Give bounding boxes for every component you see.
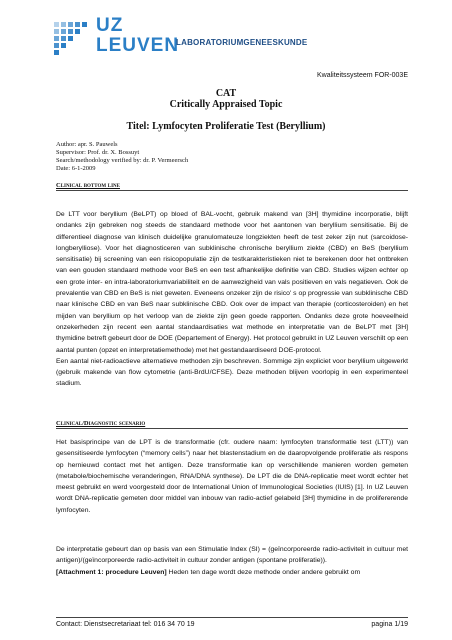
title-block xyxy=(0,88,452,132)
cat-subtitle: Critically Appraised Topic xyxy=(169,99,283,110)
document-title: Titel: Lymfocyten Proliferatie Test (Beryllium) xyxy=(126,121,326,132)
paragraph: De interpretatie gebeurt dan op basis van een Stimulatie Index (SI) = (geïncorporeerde radio-activiteit in cultuur met antigen)/(geïncorporeerde radio-activiteit in cultuur zonder antigen (spontane proliferatie)). xyxy=(56,546,408,565)
interpretation-text xyxy=(56,544,408,578)
scenario-text xyxy=(56,437,408,516)
footer-contact: Contact: Dienstsecretariaat tel: 016 34 70 19 xyxy=(56,621,195,628)
section-heading-bottom-line: Clinical bottom line xyxy=(56,182,408,191)
meta-author: Author: apr. S. Pauwels xyxy=(56,141,118,148)
logo-leuven-text: LEUVEN xyxy=(96,35,180,56)
paragraph xyxy=(56,567,408,578)
paragraph: Het basisprincipe van de LPT is de transformatie (cfr. oudere naam: lymfocyten transformatie test (LTT)) van gesensitiseerde lymfocyten (“memory cells”) naar het blastenstadium en de daaropvolgende proliferatie als respons op hernieuwd contact met het antigen. Deze transformatie kan op verschillende manieren worden gemeten (metabole/biochemische veranderingen, RNA/DNA synthese). De LPT die de DNA-replicatie meet wordt echter het meest gebruikt en werd voorgesteld door de International Union of Immunological Societies (IUIS) [1]. In UZ Leuven wordt DNA-replicatie gemeten door middel van inbouw van radio-actief gelabeld [3H] thymidine in de prolifererende lymfocyten. xyxy=(56,439,408,514)
attachment-link[interactable]: [Attachment 1: procedure Leuven] xyxy=(56,568,167,576)
bottom-line-text xyxy=(56,209,408,390)
meta-search: Search/methodology verified by: dr. P. Vermeersch xyxy=(56,157,189,164)
uz-leuven-logo-mark-icon xyxy=(52,18,90,58)
footer-page-number: pagina 1/19 xyxy=(371,621,408,628)
document-meta xyxy=(56,141,188,173)
quality-system-code: Kwaliteitssysteem FOR-003E xyxy=(316,72,408,79)
department-name: LABORATORIUMGENEESKUNDE xyxy=(176,38,308,47)
meta-date: Date: 6-1-2009 xyxy=(56,165,96,172)
page-footer xyxy=(56,617,408,628)
logo-uz-text: UZ xyxy=(96,15,124,36)
cat-heading: CAT xyxy=(215,88,237,99)
meta-supervisor: Supervisor: Prof. dr. X. Bossuyt xyxy=(56,149,140,156)
paragraph: Een aantal niet-radioactieve alternatieve methoden zijn beschreven. Sommige zijn expliciet voor beryllium uitgewerkt (gebruik makende van flow cytometrie (anti-BrdU/CFSE). Deze methoden blijven voorlopig in een experimenteel stadium. xyxy=(56,357,408,388)
uz-leuven-logo xyxy=(52,16,342,60)
attachment-text: Heden ten dage wordt deze methode onder andere gebruikt om xyxy=(168,568,361,576)
section-heading-scenario: Clinical/Diagnostic scenario xyxy=(56,420,408,429)
paragraph: De LTT voor beryllium (BeLPT) op bloed of BAL-vocht, gebruik makend van [3H] thymidine incorporatie, blijft ondanks zijn gebreken nog steeds de standaard methode voor het aantonen van beryllium sensitisatie. Bij de differentieel diagnose van klinisch duidelijke granulomateuze longziekten heeft de test zeker zijn nut (sarcoidose-longberylliose). Voor het diagnosticeren van subklinische chronische beryllium ziekte (CBD) en BeS (beryllium sensitisatie) bij screening van een risicopopulatie zijn de testkarakteristieken niet te berekenen door het ontbreken van een gouden standaard methode voor BeS en een test afhankelijke definitie van CBD. Studies wijzen echter op een grote inter- en intra-laboratoriumvariabiliteit en de aanwezigheid van vals positieven en vals negatieven. Ook de prevalentie van CBD en BeS is niet geweten. Eveneens onzeker zijn de risico' s op progressie van subklinische CBD naar klinische CBD en van BeS naar subklinische CBD. Ook over de impact van therapie (corticosteroiden) en het mijden van beryllium op het verloop van de ziekte zijn geen goede rapporten. Ondanks deze grote hoeveelheid onzekerheden zijn recent een aantal standaardisaties wat methode en interpretatie van de BeLPT met [3H] thymidine betreft gebeurt door de DOE (Departement of Energy). Het protocol gebruikt in UZ Leuven verschilt op een aantal punten (opzet en interpretatiemethode) met het gestandaardiseerd DOE-protocol. xyxy=(56,211,408,354)
